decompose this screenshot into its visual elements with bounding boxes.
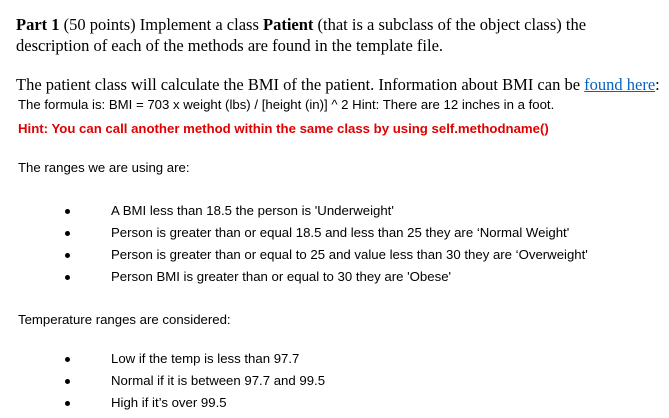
part-description: [16, 14, 661, 56]
bmi-range-text: Person is greater than or equal 18.5 and less than 25 they are ‘Normal Weight': [111, 225, 570, 240]
formula-text: The formula is: BMI = 703 x weight (lbs) / [height (in)] ^ 2 Hint: There are 12 inches in a foot.: [18, 97, 555, 112]
bullet-icon: [65, 401, 70, 406]
method-hint: Hint: You can call another method within the same class by using self.methodname(): [18, 121, 549, 136]
temperature-range-text: Low if the temp is less than 97.7: [111, 351, 300, 366]
temperature-range-text: High if it’s over 99.5: [111, 395, 227, 410]
intro-after-link: :: [655, 75, 660, 94]
bmi-range-text: Person is greater than or equal to 25 and value less than 30 they are ‘Overweight': [111, 247, 588, 262]
bullet-icon: [65, 379, 70, 384]
bmi-range-text: Person BMI is greater than or equal to 30 they are 'Obese': [111, 269, 452, 284]
temperature-range-text: Normal if it is between 97.7 and 99.5: [111, 373, 326, 388]
bullet-icon: [65, 253, 70, 258]
bullet-icon: [65, 275, 70, 280]
ranges-heading: The ranges we are using are:: [18, 160, 190, 175]
part-points: (50 points) Implement a class: [63, 15, 263, 34]
bullet-icon: [65, 357, 70, 362]
bullet-icon: [65, 209, 70, 214]
bmi-range-text: A BMI less than 18.5 the person is 'Underweight': [111, 203, 394, 218]
bullet-icon: [65, 231, 70, 236]
part-rest: (that is a subclass of the object class) the description of each of the methods are found in the template file.: [16, 15, 587, 55]
part-label: Part 1: [16, 15, 60, 34]
bmi-info-link[interactable]: found here: [584, 75, 656, 94]
intro-text: The patient class will calculate the BMI of the patient. Information about BMI can be: [16, 75, 585, 94]
intro-paragraph: [16, 75, 660, 95]
class-name: Patient: [263, 15, 314, 34]
temperature-heading: Temperature ranges are considered:: [18, 312, 231, 327]
